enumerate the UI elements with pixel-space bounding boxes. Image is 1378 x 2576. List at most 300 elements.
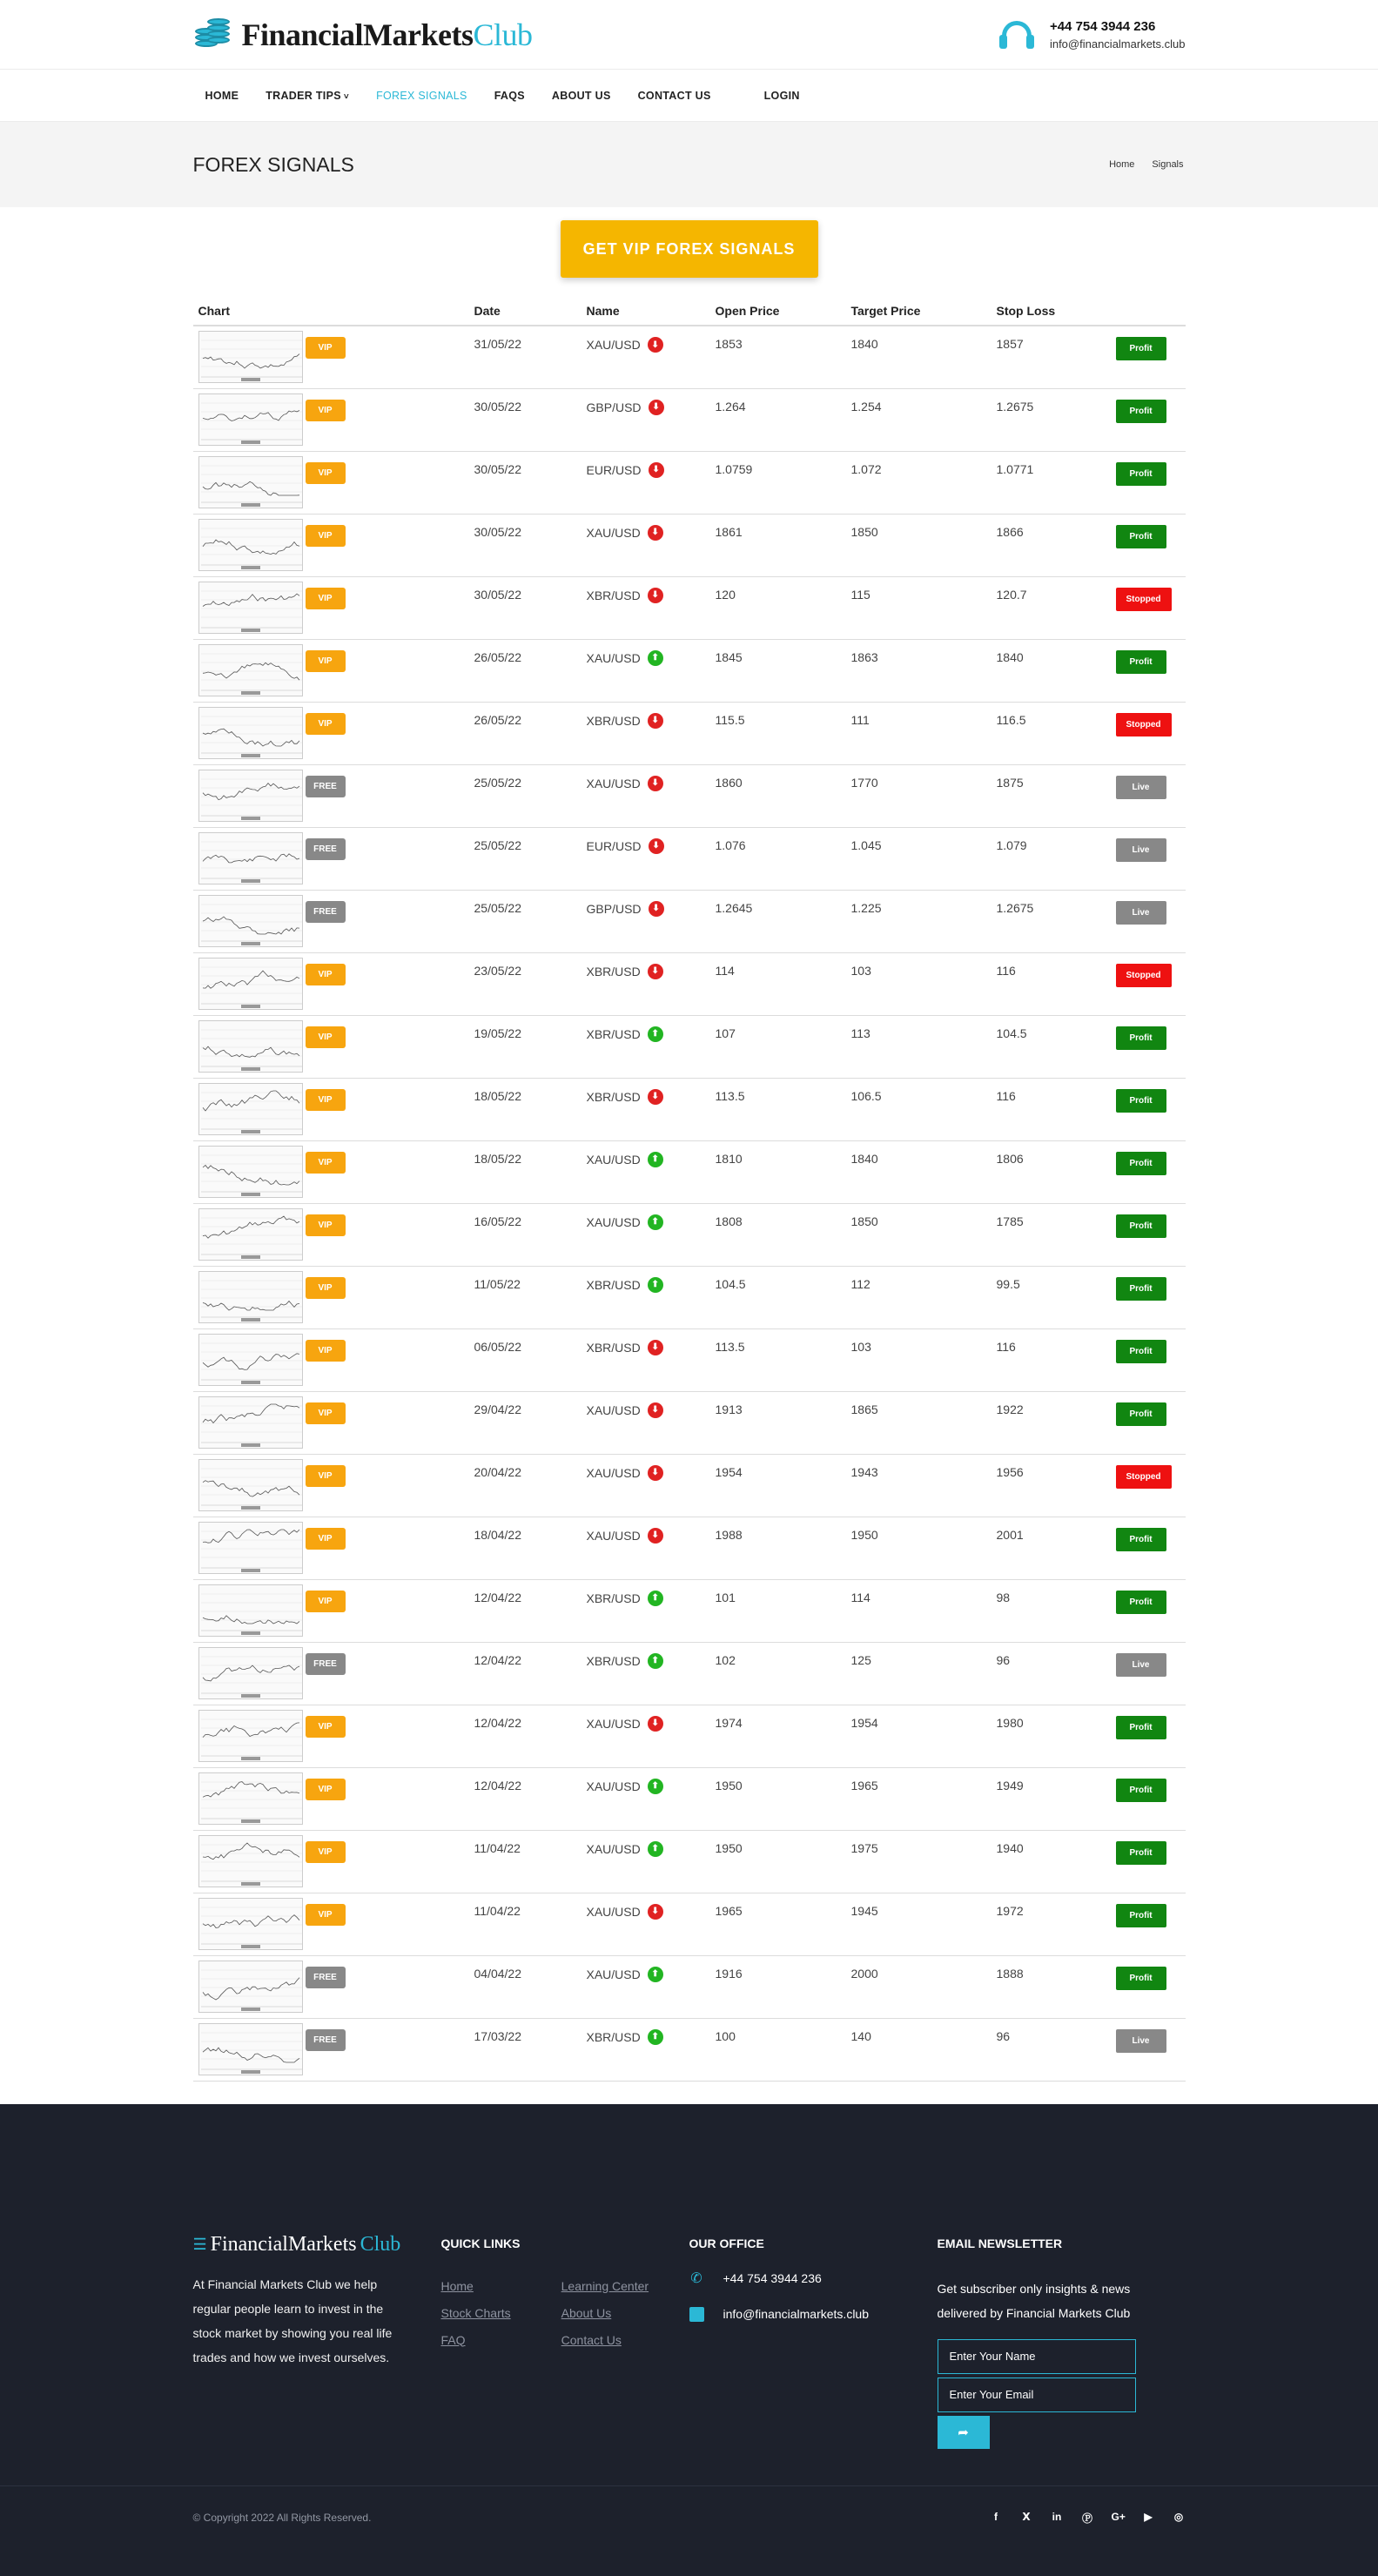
stop-loss: 96 <box>996 1652 1011 1667</box>
stop-loss: 1840 <box>996 649 1024 664</box>
chart-thumbnail[interactable] <box>198 1083 303 1135</box>
target-price: 106.5 <box>850 1088 882 1103</box>
signal-tier-badge: VIP <box>306 713 346 735</box>
status-cell <box>1116 1893 1186 1955</box>
signal-name-cell <box>587 1893 716 1955</box>
signal-pair: XBR/USD <box>586 1653 641 1668</box>
breadcrumb-home[interactable]: Home <box>1109 159 1135 170</box>
chart-thumbnail[interactable] <box>198 707 303 759</box>
footer-link-stock-charts[interactable]: Stock Charts <box>440 2305 511 2320</box>
arrow-down-icon: ⬇ <box>649 400 664 415</box>
stop-loss: 1922 <box>996 1402 1024 1416</box>
cta-row <box>0 207 1378 299</box>
target-price: 1863 <box>850 649 878 664</box>
open-price: 1950 <box>715 1778 743 1792</box>
table-row <box>193 1830 1186 1893</box>
quick-links-title: QUICK LINKS <box>440 2236 521 2250</box>
status-cell <box>1116 890 1186 952</box>
nav-item-home[interactable] <box>205 90 239 102</box>
signal-pair: XBR/USD <box>586 2029 641 2044</box>
status-cell <box>1116 702 1186 764</box>
header-email[interactable]: info@financialmarkets.club <box>1049 37 1186 50</box>
stop-loss: 96 <box>996 2028 1011 2043</box>
table-row <box>193 890 1186 952</box>
open-price: 1808 <box>715 1214 743 1228</box>
target-price: 103 <box>850 963 871 978</box>
chart-cell <box>193 1767 474 1830</box>
arrow-down-icon: ⬇ <box>648 1402 663 1418</box>
stop-loss: 1956 <box>996 1464 1024 1479</box>
arrow-up-icon: ⬆ <box>648 1779 663 1794</box>
status-cell <box>1116 1140 1186 1203</box>
signal-name-cell <box>587 952 716 1015</box>
footer-phone[interactable]: +44 754 3944 236 <box>723 2271 822 2285</box>
signal-pair: XAU/USD <box>586 1967 641 1981</box>
headset-icon <box>999 19 1034 50</box>
chart-cell <box>193 764 474 827</box>
signal-tier-badge: VIP <box>306 525 346 547</box>
signal-tier-badge: VIP <box>306 1089 346 1111</box>
signal-date: 11/04/22 <box>474 1840 521 1855</box>
signal-tier-badge: VIP <box>306 1214 346 1236</box>
target-price: 1840 <box>850 1151 878 1166</box>
logo-text: FinancialMarketsClub <box>241 17 533 52</box>
chart-cell <box>193 1140 474 1203</box>
signal-date: 26/05/22 <box>474 712 521 727</box>
newsletter-text: Get subscriber only insights & news delivered by Financial Markets Club <box>937 2281 1131 2320</box>
status-cell <box>1116 952 1186 1015</box>
stop-loss: 1785 <box>996 1214 1024 1228</box>
youtube-icon[interactable]: ▶ <box>1144 2510 1153 2523</box>
signal-tier-badge: VIP <box>306 1528 346 1550</box>
signal-name-cell <box>587 1955 716 2018</box>
chart-cell <box>193 1266 474 1328</box>
col-header-open-price: Open Price <box>716 299 851 326</box>
target-price: 113 <box>850 1026 870 1040</box>
signal-tier-badge: FREE <box>306 776 346 797</box>
target-price: 1865 <box>850 1402 878 1416</box>
arrow-up-icon: ⬆ <box>648 1591 663 1606</box>
signal-date: 11/04/22 <box>474 1903 521 1918</box>
chart-cell <box>193 1203 474 1266</box>
page-title-bar <box>0 122 1378 207</box>
signal-date: 30/05/22 <box>474 587 521 602</box>
status-cell <box>1116 827 1186 890</box>
signal-name-cell <box>587 388 716 451</box>
chart-cell <box>193 326 474 388</box>
footer-newsletter-col <box>938 2233 1186 2449</box>
signal-pair: XAU/USD <box>586 1841 641 1856</box>
chart-thumbnail[interactable] <box>198 1396 303 1449</box>
open-price: 100 <box>715 2028 736 2043</box>
signal-date: 17/03/22 <box>474 2028 521 2043</box>
status-badge: Live <box>1116 901 1166 925</box>
signal-pair: XAU/USD <box>586 1465 641 1480</box>
chart-thumbnail[interactable] <box>198 519 303 571</box>
chart-thumbnail[interactable] <box>198 1710 303 1762</box>
chart-cell <box>193 1642 474 1705</box>
signal-pair: XBR/USD <box>586 964 641 979</box>
status-badge: Profit <box>1116 1026 1166 1050</box>
vip-signals-button[interactable]: GET VIP FOREX SIGNALS <box>561 220 818 278</box>
table-row <box>193 2018 1186 2081</box>
col-header-stop-loss: Stop Loss <box>997 299 1116 326</box>
arrow-down-icon: ⬇ <box>648 1465 663 1481</box>
col-header-target-price: Target Price <box>851 299 997 326</box>
stop-loss: 1875 <box>996 775 1024 790</box>
table-row <box>193 326 1186 388</box>
signal-pair: XAU/USD <box>586 1716 641 1731</box>
top-header <box>0 0 1378 70</box>
open-price: 114 <box>715 963 735 978</box>
chart-thumbnail[interactable] <box>198 1020 303 1073</box>
chart-thumbnail[interactable] <box>198 1772 303 1825</box>
stop-loss: 1888 <box>996 1966 1024 1981</box>
status-cell <box>1116 1642 1186 1705</box>
chart-thumbnail[interactable] <box>198 958 303 1010</box>
status-cell <box>1116 1203 1186 1266</box>
chart-thumbnail[interactable] <box>198 895 303 947</box>
signal-name-cell <box>587 702 716 764</box>
table-row <box>193 1203 1186 1266</box>
stop-loss: 1.2675 <box>996 399 1034 414</box>
open-price: 120 <box>715 587 736 602</box>
chart-cell <box>193 1015 474 1078</box>
table-row <box>193 451 1186 514</box>
arrow-down-icon: ⬇ <box>649 838 664 854</box>
arrow-down-icon: ⬇ <box>649 462 664 478</box>
signal-pair: EUR/USD <box>586 838 642 853</box>
chart-thumbnail[interactable] <box>198 770 303 822</box>
table-row <box>193 1955 1186 2018</box>
signal-pair: XAU/USD <box>586 1528 641 1543</box>
table-row <box>193 1140 1186 1203</box>
signal-name-cell <box>587 1328 716 1391</box>
linkedin-icon[interactable]: in <box>1052 2510 1062 2523</box>
signal-date: 30/05/22 <box>474 461 521 476</box>
site-logo[interactable] <box>193 17 533 53</box>
target-price: 1975 <box>850 1840 878 1855</box>
nav-login[interactable]: LOGIN <box>763 90 800 102</box>
stop-loss: 1949 <box>996 1778 1024 1792</box>
table-row <box>193 514 1186 576</box>
status-badge: Profit <box>1116 1089 1166 1113</box>
status-cell <box>1116 576 1186 639</box>
newsletter-name-input[interactable]: Enter Your Name <box>938 2339 1136 2374</box>
signal-name-cell <box>587 639 716 702</box>
chart-thumbnail[interactable] <box>198 1961 303 2013</box>
signal-date: 29/04/22 <box>474 1402 521 1416</box>
signal-pair: XAU/USD <box>586 1214 641 1229</box>
table-row <box>193 1517 1186 1579</box>
col-header-name: Name <box>587 299 716 326</box>
status-badge: Live <box>1116 776 1166 799</box>
stop-loss: 1806 <box>996 1151 1024 1166</box>
signal-date: 20/04/22 <box>474 1464 521 1479</box>
signal-tier-badge: VIP <box>306 1779 346 1800</box>
nav-item-label: TRADER TIPS <box>266 90 341 102</box>
office-title: OUR OFFICE <box>689 2236 764 2250</box>
status-cell <box>1116 1454 1186 1517</box>
signal-date: 25/05/22 <box>474 837 521 852</box>
signal-pair: XAU/USD <box>586 1152 641 1167</box>
status-cell <box>1116 1767 1186 1830</box>
chart-thumbnail[interactable] <box>198 832 303 884</box>
footer-about-col <box>193 2233 441 2449</box>
target-price: 114 <box>850 1590 870 1604</box>
newsletter-email-input[interactable]: Enter Your Email <box>938 2378 1136 2412</box>
stop-loss: 1980 <box>996 1715 1024 1730</box>
open-price: 1954 <box>715 1464 743 1479</box>
open-price: 1861 <box>715 524 743 539</box>
footer-link-about-us[interactable]: About Us <box>561 2305 612 2320</box>
chart-thumbnail[interactable] <box>198 456 303 508</box>
signal-name-cell <box>587 1454 716 1517</box>
signal-name-cell <box>587 576 716 639</box>
stop-loss: 99.5 <box>996 1276 1020 1291</box>
signal-name-cell <box>587 1391 716 1454</box>
open-price: 1965 <box>715 1903 743 1918</box>
nav-item-trader-tips[interactable] <box>266 90 349 102</box>
signal-pair: XBR/USD <box>586 1089 641 1104</box>
chart-thumbnail[interactable] <box>198 1522 303 1574</box>
chart-thumbnail[interactable] <box>198 644 303 696</box>
signal-date: 19/05/22 <box>474 1026 521 1040</box>
breadcrumb-current: Signals <box>1152 159 1184 170</box>
signal-date: 18/04/22 <box>474 1527 521 1542</box>
signal-date: 04/04/22 <box>474 1966 521 1981</box>
open-price: 113.5 <box>715 1088 745 1103</box>
chart-thumbnail[interactable] <box>198 1584 303 1637</box>
status-badge: Profit <box>1116 1779 1166 1802</box>
table-row <box>193 388 1186 451</box>
chart-cell <box>193 1893 474 1955</box>
nav-item-contact-us[interactable] <box>638 90 711 102</box>
signal-name-cell <box>587 1015 716 1078</box>
arrow-up-icon: ⬆ <box>648 1152 663 1167</box>
chart-thumbnail[interactable] <box>198 1334 303 1386</box>
nav-item-label: FOREX SIGNALS <box>376 90 467 102</box>
chart-cell <box>193 576 474 639</box>
open-price: 113.5 <box>715 1339 745 1354</box>
open-price: 1.264 <box>715 399 746 414</box>
signal-name-cell <box>587 890 716 952</box>
chart-cell <box>193 1328 474 1391</box>
signal-tier-badge: VIP <box>306 1465 346 1487</box>
signal-tier-badge: FREE <box>306 1967 346 1988</box>
status-cell <box>1116 1328 1186 1391</box>
status-badge: Live <box>1116 1653 1166 1677</box>
open-price: 1950 <box>715 1840 743 1855</box>
footer-link-home[interactable]: Home <box>440 2278 474 2293</box>
signal-pair: XBR/USD <box>586 1026 641 1041</box>
signal-pair: EUR/USD <box>586 462 642 477</box>
chevron-down-icon: ˅ <box>340 92 350 102</box>
signal-name-cell <box>587 514 716 576</box>
signal-name-cell <box>587 1266 716 1328</box>
chart-thumbnail[interactable] <box>198 1835 303 1887</box>
target-price: 103 <box>850 1339 871 1354</box>
signal-tier-badge: VIP <box>306 400 346 421</box>
arrow-up-icon: ⬆ <box>648 1026 663 1042</box>
stop-loss: 1.2675 <box>996 900 1034 915</box>
signal-name-cell <box>587 1642 716 1705</box>
stop-loss: 1.0771 <box>996 461 1034 476</box>
phone-icon: ✆ <box>690 2270 702 2286</box>
status-cell <box>1116 1015 1186 1078</box>
signal-name-cell <box>587 827 716 890</box>
nav-item-faqs[interactable] <box>494 90 525 102</box>
signal-name-cell <box>587 1140 716 1203</box>
signal-name-cell <box>587 1579 716 1642</box>
facebook-icon[interactable]: f <box>994 2510 998 2523</box>
target-price: 1.225 <box>850 900 882 915</box>
status-badge: Profit <box>1116 1716 1166 1739</box>
chart-thumbnail[interactable] <box>198 2023 303 2075</box>
newsletter-submit-button[interactable] <box>938 2416 990 2449</box>
signal-pair: XAU/USD <box>586 1904 641 1919</box>
footer-logo[interactable]: ☰ FinancialMarkets Club <box>192 2232 401 2256</box>
status-cell <box>1116 451 1186 514</box>
chart-thumbnail[interactable] <box>198 393 303 446</box>
signal-date: 12/04/22 <box>474 1715 521 1730</box>
chart-thumbnail[interactable] <box>198 1146 303 1198</box>
status-cell <box>1116 1517 1186 1579</box>
signal-tier-badge: VIP <box>306 1716 346 1738</box>
table-row <box>193 1391 1186 1454</box>
twitter-icon[interactable]: 𝗫 <box>1022 2510 1031 2523</box>
signal-tier-badge: VIP <box>306 1152 346 1174</box>
header-phone[interactable]: +44 754 3944 236 <box>1049 19 1156 34</box>
stop-loss: 1940 <box>996 1840 1024 1855</box>
target-price: 140 <box>850 2028 871 2043</box>
status-badge: Profit <box>1116 525 1166 548</box>
nav-item-label: HOME <box>205 90 239 102</box>
nav-item-about-us[interactable] <box>552 90 611 102</box>
arrow-down-icon: ⬇ <box>648 1528 663 1544</box>
mail-icon <box>689 2307 704 2322</box>
chart-thumbnail[interactable] <box>198 1459 303 1511</box>
footer-about-text: At Financial Markets Club we help regular people learn to invest in the stock market by showing you real life trades and how we invest ourselves. <box>192 2277 393 2364</box>
footer-office-col <box>689 2233 938 2449</box>
breadcrumb <box>1109 159 1183 170</box>
footer-link-contact-us[interactable]: Contact Us <box>561 2332 622 2347</box>
col-header-status <box>1116 299 1186 326</box>
status-cell <box>1116 1266 1186 1328</box>
target-price: 115 <box>850 587 870 602</box>
instagram-icon[interactable]: ◎ <box>1173 2510 1184 2523</box>
signal-tier-badge: VIP <box>306 1904 346 1926</box>
newsletter-title: EMAIL NEWSLETTER <box>937 2236 1063 2250</box>
pinterest-icon[interactable]: Ⓟ <box>1081 2512 1092 2525</box>
target-price: 1850 <box>850 1214 878 1228</box>
signal-date: 25/05/22 <box>474 900 521 915</box>
footer-link-faq[interactable]: FAQ <box>440 2332 466 2347</box>
stop-loss: 116.5 <box>996 712 1026 727</box>
status-cell <box>1116 388 1186 451</box>
chart-thumbnail[interactable] <box>198 1271 303 1323</box>
chart-cell <box>193 952 474 1015</box>
signal-date: 18/05/22 <box>474 1088 521 1103</box>
table-row <box>193 1454 1186 1517</box>
nav-item-forex-signals[interactable] <box>376 90 467 102</box>
signal-date: 30/05/22 <box>474 524 521 539</box>
status-badge: Profit <box>1116 1967 1166 1990</box>
open-price: 1.0759 <box>715 461 753 476</box>
chart-thumbnail[interactable] <box>198 1647 303 1699</box>
target-price: 1950 <box>850 1527 878 1542</box>
table-row <box>193 1266 1186 1328</box>
status-badge: Profit <box>1116 1277 1166 1301</box>
coins-icon: ☰ <box>192 2235 207 2253</box>
chart-cell <box>193 451 474 514</box>
status-cell <box>1116 2018 1186 2081</box>
chart-thumbnail[interactable] <box>198 1898 303 1950</box>
signal-name-cell <box>587 2018 716 2081</box>
signal-tier-badge: VIP <box>306 650 346 672</box>
chart-thumbnail[interactable] <box>198 1208 303 1261</box>
social-links <box>990 2511 1186 2526</box>
signal-name-cell <box>587 1830 716 1893</box>
signal-tier-badge: VIP <box>306 588 346 609</box>
stop-loss: 1972 <box>996 1903 1024 1918</box>
col-header-chart: Chart <box>193 299 474 326</box>
table-row <box>193 639 1186 702</box>
chart-cell <box>193 1454 474 1517</box>
status-badge: Profit <box>1116 1841 1166 1865</box>
stop-loss: 116 <box>996 1339 1016 1354</box>
chart-thumbnail[interactable] <box>198 582 303 634</box>
status-cell <box>1116 1955 1186 2018</box>
signal-name-cell <box>587 1517 716 1579</box>
open-price: 1988 <box>715 1527 743 1542</box>
footer-quick-links-col <box>441 2233 689 2449</box>
open-price: 101 <box>715 1590 736 1604</box>
status-cell <box>1116 1391 1186 1454</box>
google-plus-icon[interactable]: G+ <box>1111 2510 1126 2523</box>
signal-pair: XAU/USD <box>586 650 641 665</box>
arrow-down-icon: ⬇ <box>648 713 663 729</box>
signal-pair: XBR/USD <box>586 713 641 728</box>
footer-link-learning-center[interactable]: Learning Center <box>561 2278 649 2293</box>
table-row <box>193 1893 1186 1955</box>
status-badge: Profit <box>1116 1904 1166 1927</box>
table-row <box>193 1015 1186 1078</box>
chart-cell <box>193 1705 474 1767</box>
stop-loss: 1866 <box>996 524 1024 539</box>
open-price: 107 <box>715 1026 736 1040</box>
footer-email[interactable]: info@financialmarkets.club <box>723 2307 870 2321</box>
stop-loss: 98 <box>996 1590 1011 1604</box>
signal-tier-badge: VIP <box>306 337 346 359</box>
signal-pair: XAU/USD <box>586 525 641 540</box>
signal-name-cell <box>587 451 716 514</box>
chart-thumbnail[interactable] <box>198 331 303 383</box>
arrow-down-icon: ⬇ <box>648 337 663 353</box>
chart-cell <box>193 1579 474 1642</box>
signal-pair: GBP/USD <box>586 400 642 414</box>
arrow-up-icon: ⬆ <box>648 1653 663 1669</box>
stop-loss: 1857 <box>996 337 1024 351</box>
chart-cell <box>193 388 474 451</box>
signal-name-cell <box>587 326 716 388</box>
arrow-down-icon: ⬇ <box>648 964 663 979</box>
arrow-down-icon: ⬇ <box>648 525 663 541</box>
target-price: 1943 <box>850 1464 878 1479</box>
status-badge: Stopped <box>1116 964 1172 987</box>
status-badge: Stopped <box>1116 588 1172 611</box>
target-price: 1945 <box>850 1903 878 1918</box>
